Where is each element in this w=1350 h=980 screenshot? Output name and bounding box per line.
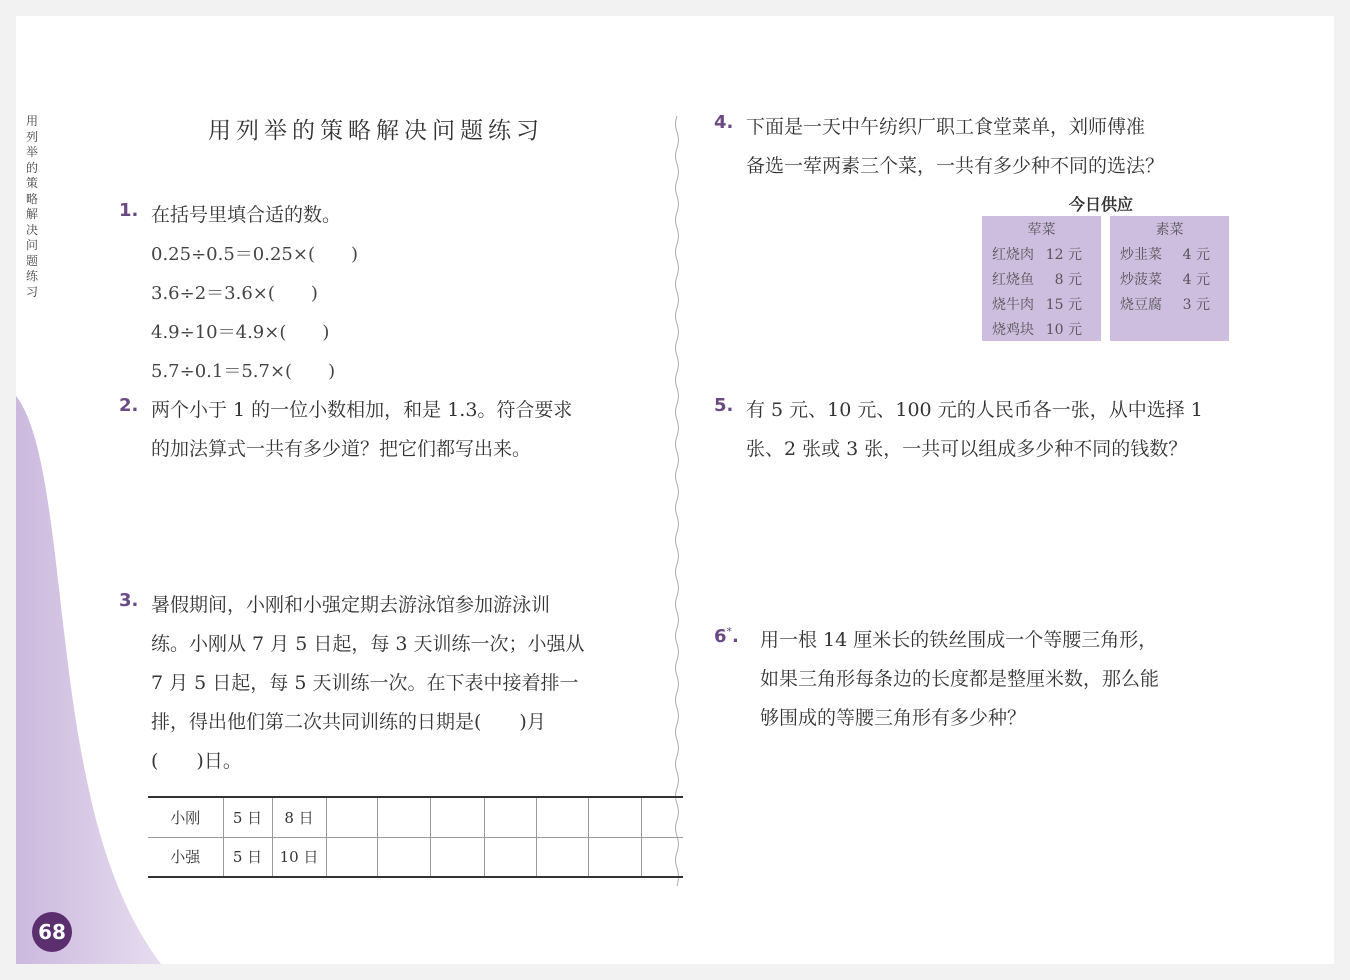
problem-text-line: 两个小于 1 的一位小数相加，和是 1.3。符合要求 xyxy=(151,399,573,421)
answer-cell[interactable] xyxy=(536,797,588,837)
menu-title: 今日供应 xyxy=(1068,195,1133,214)
problem-number: 5. xyxy=(714,395,734,416)
answer-cell[interactable] xyxy=(588,797,641,837)
problem-text-line: 有 5 元、10 元、100 元的人民币各一张，从中选择 1 xyxy=(746,399,1203,421)
dish-price: 15 元 xyxy=(1045,297,1082,313)
optional-star: * xyxy=(726,625,733,638)
dish-name: 烧牛肉 xyxy=(992,297,1034,313)
dish-price: 12 元 xyxy=(1045,247,1082,263)
problem-text-line: 暑假期间，小刚和小强定期去游泳馆参加游泳训 xyxy=(151,594,551,616)
dish-name: 炒菠菜 xyxy=(1120,272,1162,288)
table-row xyxy=(148,797,683,837)
problem-3 xyxy=(119,590,639,780)
problem-5 xyxy=(714,395,1234,475)
answer-cell[interactable] xyxy=(326,797,377,837)
answer-cell[interactable] xyxy=(641,797,683,837)
problem-6 xyxy=(714,625,1234,745)
equation: 3.6÷2＝3.6×( ) xyxy=(151,283,318,304)
problem-number: 6*. xyxy=(714,625,739,647)
dish-price: 8 元 xyxy=(1054,272,1082,288)
menu-item xyxy=(992,244,1082,264)
answer-cell[interactable] xyxy=(377,797,430,837)
problem-2 xyxy=(119,395,639,475)
table-row xyxy=(148,837,683,877)
problem-text: 在括号里填合适的数。 xyxy=(151,204,342,226)
problem-text-line: 够围成的等腰三角形有多少种？ xyxy=(760,707,1027,729)
problem-text-line: 备选一荤两素三个菜，一共有多少种不同的选法？ xyxy=(746,155,1165,177)
table-cell: 8 日 xyxy=(272,797,326,837)
dish-name: 烧鸡块 xyxy=(992,322,1034,338)
answer-cell[interactable] xyxy=(641,837,683,877)
side-chapter-title: 用列举的策略解决问题练习 xyxy=(25,114,38,299)
page-divider xyxy=(674,116,680,886)
menu-header: 素菜 xyxy=(1155,222,1184,238)
dish-name: 红烧鱼 xyxy=(992,272,1034,288)
equation: 0.25÷0.5＝0.25×( ) xyxy=(151,244,358,265)
menu-item xyxy=(1120,244,1210,264)
page-number: 68 xyxy=(32,912,72,952)
row-label: 小刚 xyxy=(148,797,223,837)
training-schedule-table xyxy=(148,796,683,878)
problem-1 xyxy=(119,200,639,390)
table-cell: 10 日 xyxy=(272,837,326,877)
answer-cell[interactable] xyxy=(430,797,484,837)
problem-text-line: 用一根 14 厘米长的铁丝围成一个等腰三角形， xyxy=(760,629,1158,651)
problem-text-line: 练。小刚从 7 月 5 日起，每 3 天训练一次；小强从 xyxy=(151,633,585,655)
problem-text-line: ( )日。 xyxy=(151,750,242,772)
equation: 4.9÷10＝4.9×( ) xyxy=(151,322,330,343)
answer-cell[interactable] xyxy=(588,837,641,877)
dish-price: 10 元 xyxy=(1045,322,1082,338)
row-label: 小强 xyxy=(148,837,223,877)
problem-text-line: 7 月 5 日起，每 5 天训练一次。在下表中接着排一 xyxy=(151,672,579,694)
problem-number: 4. xyxy=(714,112,734,133)
menu-header: 荤菜 xyxy=(1027,222,1056,238)
problem-text-line: 的加法算式一共有多少道？把它们都写出来。 xyxy=(151,438,532,460)
problem-number: 2. xyxy=(119,395,139,416)
answer-cell[interactable] xyxy=(430,837,484,877)
problem-number: 3. xyxy=(119,590,139,611)
dish-price: 4 元 xyxy=(1182,272,1210,288)
dish-price: 3 元 xyxy=(1182,297,1210,313)
problem-text-line: 下面是一天中午纺织厂职工食堂菜单，刘师傅准 xyxy=(746,116,1146,138)
problem-text-line: 排，得出他们第二次共同训练的日期是( )月 xyxy=(151,711,546,733)
dish-name: 红烧肉 xyxy=(992,247,1034,263)
answer-cell[interactable] xyxy=(536,837,588,877)
page-title: 用列举的策略解决问题练习 xyxy=(208,118,544,144)
problem-number: 1. xyxy=(119,200,139,221)
menu-item xyxy=(992,319,1082,339)
meat-dishes-menu xyxy=(982,216,1101,341)
workbook-page xyxy=(16,16,1334,964)
menu-item xyxy=(992,294,1082,314)
vegetable-dishes-menu xyxy=(1110,216,1229,341)
problem-text-line: 张、2 张或 3 张，一共可以组成多少种不同的钱数？ xyxy=(746,438,1188,460)
equation: 5.7÷0.1＝5.7×( ) xyxy=(151,361,336,382)
table-cell: 5 日 xyxy=(223,837,272,877)
answer-cell[interactable] xyxy=(326,837,377,877)
answer-cell[interactable] xyxy=(484,797,536,837)
menu-item xyxy=(992,269,1082,289)
problem-4 xyxy=(714,112,1234,192)
answer-cell[interactable] xyxy=(377,837,430,877)
menu-item xyxy=(1120,294,1210,314)
dish-name: 烧豆腐 xyxy=(1120,297,1162,313)
dish-price: 4 元 xyxy=(1182,247,1210,263)
dish-name: 炒韭菜 xyxy=(1120,247,1162,263)
problem-text-line: 如果三角形每条边的长度都是整厘米数，那么能 xyxy=(760,668,1160,690)
answer-cell[interactable] xyxy=(484,837,536,877)
menu-item xyxy=(1120,269,1210,289)
table-cell: 5 日 xyxy=(223,797,272,837)
